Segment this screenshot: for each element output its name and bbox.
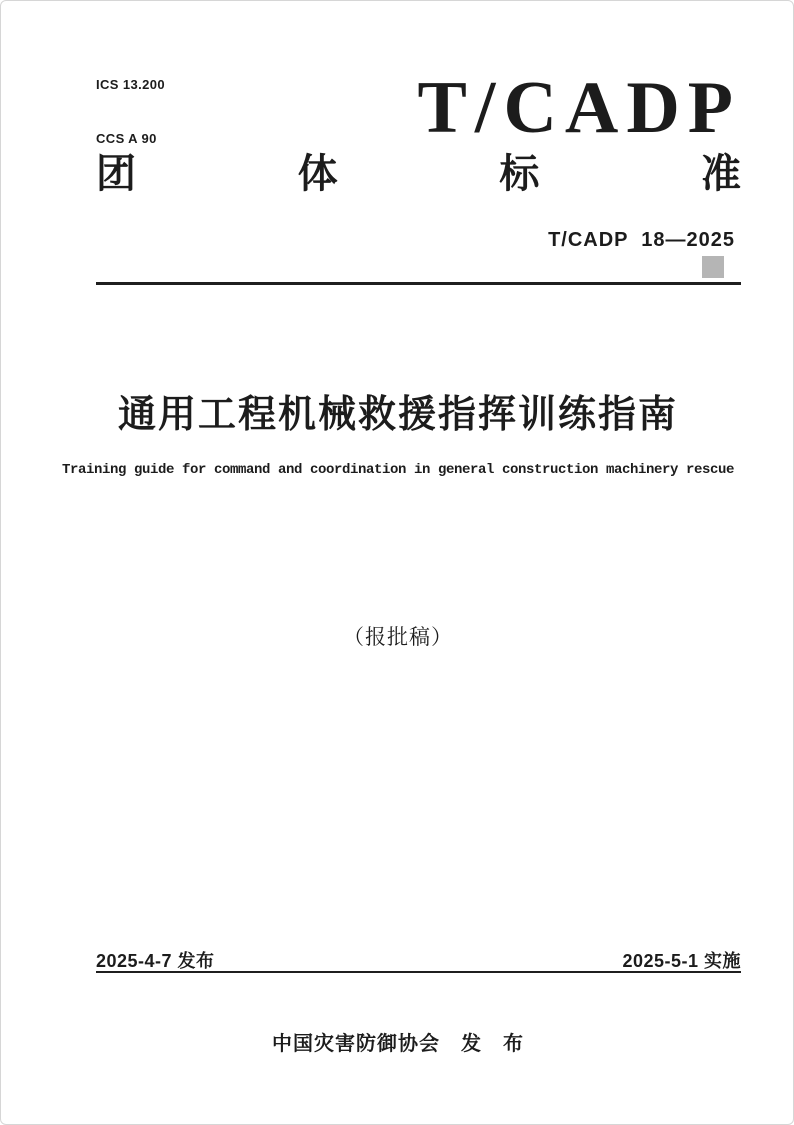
ccs-code: CCS A 90 [96,131,157,146]
header-rule [96,282,741,285]
date-row [96,947,741,973]
org-logo: T/CADP [417,67,741,149]
issue-date: 2025-4-7 发布 [96,951,215,971]
standard-type-row [96,151,741,197]
footer-rule [96,971,741,973]
standard-type-char: 标 [499,152,540,196]
document-title-cn: 通用工程机械救援指挥训练指南 [117,394,678,436]
gray-square-decoration [702,256,724,278]
document-title-en: Training guide for command and coordination in general construction machinery rescue [61,462,735,478]
standard-type-char: 体 [297,152,338,196]
ics-code: ICS 13.200 [96,77,166,92]
standard-type-char: 准 [700,152,741,196]
standard-type-char: 团 [96,152,136,196]
implement-date: 2025-5-1 实施 [622,951,741,971]
publisher: 中国灾害防御协会 发 布 [272,1033,524,1055]
standard-number: T/CADP 18—2025 [548,229,735,251]
draft-note: （报批稿） [343,625,453,649]
